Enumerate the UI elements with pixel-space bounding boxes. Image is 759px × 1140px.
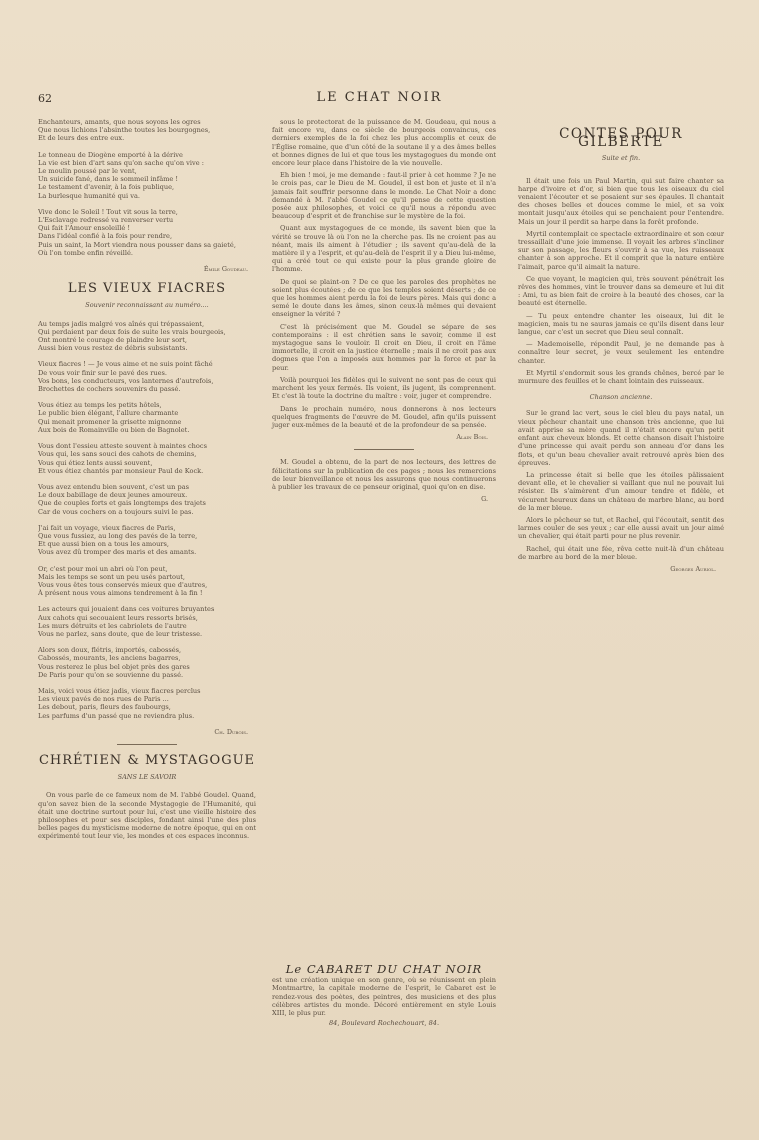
cabaret-address: 84, Boulevard Rochechouart, 84. xyxy=(328,1019,440,1028)
verse-line: Vous resterez le plus bel objet près des gares xyxy=(38,662,190,671)
story-subtitle: Suite et fin. xyxy=(601,154,641,163)
stanza xyxy=(38,151,256,200)
verse-line: Vous avez dû tromper des maris et des amants. xyxy=(38,548,197,557)
poem-1 xyxy=(38,118,256,257)
verse-line: Aux cahots qui secouaient leurs ressorts brisés, xyxy=(38,613,198,622)
paragraph: Et Myrtil s'endormit sous les grands chênes, bercé par le murmure des feuilles et le chant lointain des ruisseaux. xyxy=(518,368,724,386)
stanza xyxy=(38,646,256,679)
verse-line: Brochettes de cochers souvenirs du passé. xyxy=(38,385,181,394)
stanza xyxy=(38,118,256,143)
paragraph: Voilà pourquoi les fidèles qui le suivent ne sont pas de ceux qui marchent les yeux fermés. Ils voient, ils jugent, ils comprennent. Et c'est là toute la doctrine du maître : voir, juger et comprendre. xyxy=(272,375,496,401)
verse-line: Qui menait promener la grisette mignonne xyxy=(38,417,182,426)
column-2 xyxy=(272,118,496,509)
verse-line: Vous avez entendu bien souvent, c'est un pas xyxy=(38,482,190,491)
verse-line: Les murs détruits et les cabriolets de l'autre xyxy=(38,621,187,630)
verse-line: Le testament d'avenir, à la fois publique, xyxy=(38,183,175,192)
paragraph: Dans le prochain numéro, nous donnerons à nos lecteurs quelques fragments de l'œuvre de M. Goudel, afin qu'ils puissent juger eux-mêmes de la beauté et de la profondeur de sa pensée. xyxy=(272,404,496,429)
verse-line: Le moulin poussé par le vent, xyxy=(38,167,137,176)
verse-line: Aux bois de Romainville ou bien de Bagnolet. xyxy=(38,425,190,434)
poem-2 xyxy=(38,320,256,720)
verse-line: Vive donc le Soleil ! Tout vit sous la terre, xyxy=(38,207,178,216)
verse-line: Vous dont l'essieu atteste souvent à maintes chocs xyxy=(38,442,207,451)
verse-line: Or, c'est pour moi un abri où l'on peut, xyxy=(38,564,168,573)
verse-line: Vous ne parlez, sans doute, que de leur tristesse. xyxy=(38,629,203,638)
verse-line: Que vous fussiez, au long des pavés de la terre, xyxy=(38,531,198,540)
article-title: CHRÉTIEN & MYSTAGOGUE xyxy=(38,752,256,768)
journal-title: LE CHAT NOIR xyxy=(316,90,443,105)
verse-line: De vous voir finir sur le pavé des rues. xyxy=(38,368,168,377)
verse-line: Car de vous cochers on a toujours suivi le pas. xyxy=(38,507,194,516)
divider xyxy=(354,449,414,450)
verse-line: Et vous étiez chantés par monsieur Paul de Kock. xyxy=(38,466,204,475)
verse-line: Qui perdaient par deux fois de suite les vrais bourgeois, xyxy=(38,327,226,336)
paragraph: C'est là précisément que M. Goudel se sépare de ses contemporains : il est chrétien sans le savoir, comme il est mystagogue sans le vouloir. Il croit en Dieu, il croit en l'âme immortelle, il croit en la justice éternelle ; mais il ne croit pas aux dogmes que l'on a imposés aux hommes par la force et par la peur. xyxy=(272,322,496,372)
verse-line: La vie est bien d'art sans qu'on sache qu'on vive : xyxy=(38,158,204,167)
verse-line: Où l'on tombe enfin réveillé. xyxy=(38,248,133,257)
verse-line: Que de couples forts et gais longtemps des trajets xyxy=(38,499,206,508)
page-number: 62 xyxy=(38,92,52,105)
verse-line: De Paris pour qu'on se souvienne du passé. xyxy=(38,670,184,679)
story-body xyxy=(518,177,724,386)
verse-line: Les debout, paris, fleurs des faubourgs, xyxy=(38,703,171,712)
verse-line: Vous étiez au temps les petits hôtels, xyxy=(38,401,162,410)
stanza xyxy=(38,442,256,475)
verse-line: Ont montré le courage de plaindre leur sort, xyxy=(38,336,187,345)
story-body-2 xyxy=(518,409,724,560)
paragraph: De quoi se plaint-on ? De ce que les paroles des prophètes ne soient plus écoutées ; de ce que les temples soient déserts ; de ce que les hommes aient perdu la foi de leurs pères. Mais qui donc a semé le doute dans les âmes, sinon ceux-là mêmes qui devaient enseigner la vérité ? xyxy=(272,277,496,319)
stanza xyxy=(38,401,256,434)
paragraph: Ce que voyant, le magicien qui, très souvent pénétrait les rêves des hommes, vint le trouver dans sa demeure et lui dit : Ami, tu as bien fait de croire à la beauté des choses, car la beauté est éternelle. xyxy=(518,274,724,308)
stanza xyxy=(38,524,256,557)
paragraph: — Mademoiselle, répondit Paul, je ne demande pas à connaître leur secret, je veux seulement les entendre chanter. xyxy=(518,340,724,365)
paragraph: Rachel, qui était une fée, rêva cette nuit-là d'un château de marbre au bord de la mer bleue. xyxy=(518,544,724,561)
verse-line: Le doux babillage de deux jeunes amoureux. xyxy=(38,491,188,500)
paragraph: Il était une fois un Paul Martin, qui sut faire chanter sa harpe d'ivoire et d'or, si bien que tous les oiseaux du ciel venaient l'écouter et se posaient sur ses épaules. Il chantait des choses belles et douces comme le miel, et sa voix montait jusqu'aux étoiles qui se penchaient pour l'entendre. Mais un jour il perdit sa harpe dans la forêt profonde. xyxy=(518,176,724,226)
cabaret-text: est une création unique en son genre, où se réunissent en plein Montmartre, la capitale moderne de l'esprit, le Cabaret est le rendez-vous des poètes, des peintres, des musiciens et des plus célèbres artistes du monde. Décoré entièrement en style Louis XIII, le plus pur. xyxy=(272,976,496,1018)
paragraph: — Tu peux entendre chanter les oiseaux, lui dit le magicien, mais tu ne sauras jamais ce qu'ils disent dans leur langue, car c'est un secret que Dieu seul connaît. xyxy=(518,311,724,337)
verse-line: Qui fait l'Amour ensoleillé ! xyxy=(38,224,130,233)
paragraph: Sur le grand lac vert, sous le ciel bleu du pays natal, un vieux pêcheur chantait une chanson très ancienne, que lui avait apprise sa mère quand il n'était encore qu'un petit enfant aux cheveux blonds. Et cette chanson disait l'histoire d'une princesse qui avait perdu son anneau d'or dans les flots, et qu'un beau chevalier avait retrouvé après bien des épreuves. xyxy=(518,409,724,467)
verse-line: Alors son doux, flétris, importés, cabossés, xyxy=(38,646,182,655)
paragraph: On vous parle de ce fameux nom de M. l'abbé Goudel. Quand, qu'on savez bien de la seconde Mystagogie de l'Humanité, qui était une doctrine surtout pour lui, c'est une vieille histoire des philosophes et pour ses disciples, fondant ainsi l'une des plus belles pages du mysticisme moderne de notre époque, qui en ont expérimenté tout leur vie, les mondes et ces espaces inconnus. xyxy=(38,791,257,841)
verse-line: Les acteurs qui jouaient dans ces voitures bruyantes xyxy=(38,605,215,614)
verse-line: Le public bien élégant, l'allure charmante xyxy=(38,409,179,418)
article-signature: Alain Bois. xyxy=(456,433,488,442)
editor-note xyxy=(272,458,496,491)
verse-line: Et que aussi bien on a tous les amours, xyxy=(38,540,169,549)
paragraph: La princesse était si belle que les étoiles pâlissaient devant elle, et le chevalier si vaillant que nul ne pouvait lui résister. Ils s'aimèrent d'un amour tendre et fidèle, et vécurent heureux dans un château de marbre blanc, au bord de la mer bleue. xyxy=(518,470,724,512)
column-3 xyxy=(518,126,724,579)
stanza xyxy=(38,208,256,257)
verse-line: Et de leurs des entre eux. xyxy=(38,134,125,143)
verse-line: Mais les temps se sont un peu usés partout, xyxy=(38,572,185,581)
verse-line: Vous qui, les sans souci des cahots de chemins, xyxy=(38,450,197,459)
article-body xyxy=(38,791,256,840)
verse-line: Vieux fiacres ! — Je vous aime et ne suis point fâché xyxy=(38,360,213,369)
verse-line: J'ai fait un voyage, vieux fiacres de Paris, xyxy=(38,523,176,532)
poem-2-subtitle: Souvenir reconnaissant au numéro.... xyxy=(85,301,209,310)
article-continuation xyxy=(272,118,496,429)
stanza xyxy=(38,360,256,393)
verse-line: Les parfums d'un passé que ne reviendra plus. xyxy=(38,711,195,720)
verse-line: Un suicide fané, dans le sommeil infâme ! xyxy=(38,175,179,184)
verse-line: À présent nous vous aimons tendrement à la fin ! xyxy=(38,589,203,598)
verse-line: Cabossés, mourants, les anciens bagarres, xyxy=(38,654,181,663)
paragraph: Quant aux mystagogues de ce monde, ils savent bien que la vérité se trouve là où l'on ne la cherche pas. Ils ne croient pas au néant, mais ils aiment à l'étudier ; ils savent qu'au-delà de la matière il y a l'esprit, et qu'au-delà de l'esprit il y a Dieu lui-même, qui a créé tout ce qui existe pour la plus grande gloire de l'homme. xyxy=(272,224,496,274)
verse-line: Que nous lichions l'absinthe toutes les bourgognes, xyxy=(38,126,211,135)
section-heading: Chanson ancienne. xyxy=(589,393,653,402)
verse-line: Puis un saint, la Mort viendra nous pousser dans sa gaieté, xyxy=(38,240,236,249)
note-text: M. Goudel a obtenu, de la part de nos lecteurs, des lettres de félicitations sur la publication de ces pages ; nous les remercions de leur bienveillance et nous les assurons que nous continuerons à publier les travaux de ce penseur original, quoi qu'on en dise. xyxy=(272,458,496,491)
paragraph: sous le protectorat de la puissance de M. Goudeau, qui nous a fait encore vu, dans ce siècle de bourgeois convaincus, ces derniers exemples de la foi chez les plus accomplis et ceux de l'Église romaine, que d'un côté de la soutane il y a des âmes belles et bonnes dignes de lui et que tous les mystagogues du monde ont encore leur place dans l'histoire de la vie nouvelle. xyxy=(272,118,496,168)
poem-2-title: LES VIEUX FIACRES xyxy=(67,281,227,297)
poem-2-signature: Ch. Dubois. xyxy=(214,727,248,736)
stanza xyxy=(38,605,256,638)
verse-line: Les vieux pavés de nos rues de Paris ... xyxy=(38,695,169,704)
story-title: CONTES POUR GILBERTE xyxy=(559,126,683,151)
verse-line: L'Esclavage redressé va renverser vertu xyxy=(38,216,174,225)
verse-line: Vous vous êtes tous conservés mieux que d'autres, xyxy=(38,580,208,589)
stanza xyxy=(38,687,256,720)
cabaret-advertisement xyxy=(272,962,496,1028)
stanza xyxy=(38,565,256,598)
story-signature: Georges Auriol. xyxy=(670,564,716,573)
poem-1-signature: Émile Goudeau. xyxy=(203,265,248,274)
verse-line: Aussi bien vous restez de débris subsistants. xyxy=(38,344,188,353)
paragraph: Alors le pêcheur se tut, et Rachel, qui l'écoutait, sentit des larmes couler de ses yeux ; car elle aussi avait un jour aimé un chevalier, qui était parti pour ne plus revenir. xyxy=(518,515,724,541)
cabaret-title: Le CABARET DU CHAT NOIR xyxy=(285,962,483,976)
verse-line: Au temps jadis malgré vos aînés qui trépassaient, xyxy=(38,319,205,328)
paragraph: Eh bien ! moi, je me demande : faut-il prier à cet homme ? Je ne le crois pas, car le Dieu de M. Goudel, il est bon et juste et il n'a jamais fait souffrir personne dans le monde. Le Chat Noir a donc demandé à M. l'abbé Goudel ce qu'il pense de cette question posée aux philosophes, et voici ce qu'il nous a répondu avec beaucoup d'esprit et de franchise sur le mystère de la foi. xyxy=(272,171,496,221)
divider xyxy=(117,744,177,745)
column-1 xyxy=(38,118,256,845)
verse-line: Vous qui étiez lents aussi souvent, xyxy=(38,458,153,467)
verse-line: Enchanteurs, amants, que nous soyons les ogres xyxy=(38,118,201,126)
paragraph: Myrtil contemplait ce spectacle extraordinaire et son cœur tressaillait d'une joie immense. Il voyait les arbres s'incliner sur son passage, les fleurs s'ouvrir à sa vue, les ruisseaux chanter à son approche. Et il comprit que la nature entière l'aimait, parce qu'il aimait la nature. xyxy=(518,229,724,271)
verse-line: Mais, voici vous étiez jadis, vieux fiacres perclus xyxy=(38,686,201,695)
verse-line: La burlesque humanité qui va. xyxy=(38,191,140,200)
stanza xyxy=(38,320,256,353)
article-subtitle: SANS LE SAVOIR xyxy=(117,773,177,782)
note-signature: G. xyxy=(481,495,488,504)
verse-line: Vos bons, les conducteurs, vos lanternes d'autrefois, xyxy=(38,376,214,385)
stanza xyxy=(38,483,256,516)
verse-line: Dans l'idéal confié à la fois pour rendre, xyxy=(38,232,173,241)
verse-line: Le tonneau de Diogène emporté à la dérive xyxy=(38,150,183,159)
